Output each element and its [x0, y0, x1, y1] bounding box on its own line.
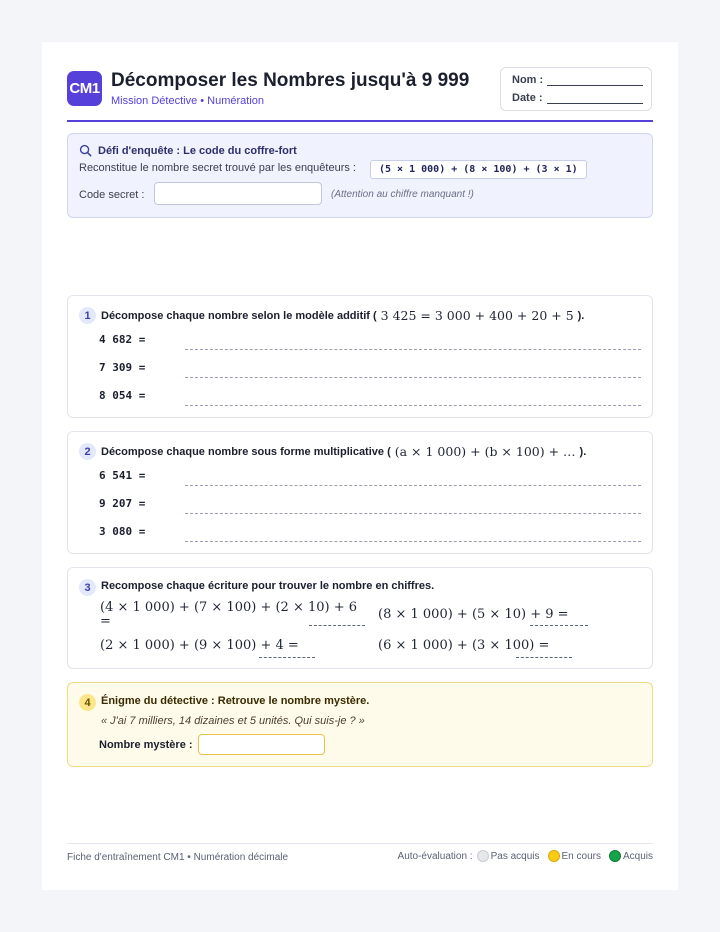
exercise-1-item-1: 4 682 = — [99, 333, 146, 346]
self-evaluation — [398, 850, 653, 862]
exercise-2-answer-line-1[interactable] — [185, 485, 641, 486]
exercise-1-card — [67, 295, 653, 418]
exercise-2-card — [67, 431, 653, 554]
exercise-2-text: Décompose chaque nombre sous forme multiplicative ( — [101, 445, 391, 458]
exercise-4-title: Énigme du détective : Retrouve le nombre mystère. — [101, 695, 370, 707]
exercise-3-answer-1[interactable] — [309, 625, 365, 626]
level-acquired: Acquis — [622, 850, 653, 862]
exercise-3-expression-4: (6 × 1 000) + (3 × 100) = — [378, 638, 550, 653]
date-row — [512, 92, 643, 104]
exercise-1-number: 1 — [79, 307, 96, 324]
exercise-1-close: ). — [577, 309, 585, 322]
student-id-box — [500, 67, 652, 111]
exercise-1-answer-line-2[interactable] — [185, 377, 641, 378]
exercise-3-expression-2: (8 × 1 000) + (5 × 10) + 9 = — [378, 607, 569, 622]
name-write-line[interactable] — [547, 75, 643, 86]
name-label: Nom : — [512, 74, 544, 86]
exercise-2-close: ). — [579, 445, 587, 458]
exercise-3-expression-1: (4 × 1 000) + (7 × 100) + (2 × 10) + 6 — [100, 600, 358, 615]
mystery-number-label: Nombre mystère : — [99, 739, 193, 751]
exercise-2-answer-line-2[interactable] — [185, 513, 641, 514]
level-not-acquired: Pas acquis — [490, 850, 540, 862]
exercise-2-number: 2 — [79, 443, 96, 460]
exercise-3-expression-3: (2 × 1 000) + (9 × 100) + 4 = — [100, 638, 299, 653]
self-eval-label: Auto-évaluation : — [397, 850, 473, 862]
exercise-3-expression-1-equals: = — [100, 614, 111, 629]
exercise-2-item-1: 6 541 = — [99, 469, 146, 482]
challenge-expression: (5 × 1 000) + (8 × 100) + (3 × 1) — [370, 160, 587, 179]
exercise-4-riddle-card — [67, 682, 653, 767]
acquired-circle-icon[interactable] — [609, 850, 621, 862]
magnifier-icon — [79, 144, 92, 157]
grade-logo: CM1 — [67, 71, 102, 106]
exercise-3-number: 3 — [79, 579, 96, 596]
page-subtitle: Mission Détective • Numération — [111, 95, 265, 107]
date-write-line[interactable] — [547, 93, 643, 104]
footer-divider — [67, 843, 653, 844]
secret-code-label: Code secret : — [79, 189, 145, 201]
exercise-1-answer-line-1[interactable] — [185, 349, 641, 350]
level-in-progress: En cours — [561, 850, 601, 862]
exercise-1-answer-line-3[interactable] — [185, 405, 641, 406]
exercise-3-card — [67, 567, 653, 669]
exercise-1-item-3: 8 054 = — [99, 389, 146, 402]
riddle-quote: « J'ai 7 milliers, 14 dizaines et 5 unités. Qui suis-je ? » — [101, 715, 365, 727]
exercise-3-answer-2[interactable] — [530, 625, 588, 626]
challenge-title-text: Défi d'enquête : Le code du coffre-fort — [98, 144, 297, 157]
exercise-2-answer-line-3[interactable] — [185, 541, 641, 542]
name-row — [512, 74, 643, 86]
challenge-hint: (Attention au chiffre manquant !) — [331, 189, 474, 200]
date-label: Date : — [512, 92, 543, 104]
mystery-number-input[interactable] — [198, 734, 325, 755]
exercise-1-item-2: 7 309 = — [99, 361, 146, 374]
exercise-2-model: (a × 1 000) + (b × 100) + … — [394, 444, 576, 459]
challenge-title — [79, 144, 297, 157]
header-divider — [67, 120, 653, 122]
exercise-3-instruction: Recompose chaque écriture pour trouver le nombre en chiffres. — [101, 580, 435, 592]
challenge-box — [67, 133, 653, 218]
exercise-3-answer-3[interactable] — [259, 657, 315, 658]
exercise-4-number: 4 — [79, 694, 96, 711]
worksheet-page — [42, 42, 678, 890]
not-acquired-circle-icon[interactable] — [477, 850, 489, 862]
footer-caption: Fiche d'entraînement CM1 • Numération décimale — [67, 852, 289, 863]
exercise-1-model: 3 425 = 3 000 + 400 + 20 + 5 — [380, 308, 574, 323]
exercise-2-instruction — [101, 444, 586, 459]
exercise-1-instruction — [101, 308, 584, 323]
in-progress-circle-icon[interactable] — [548, 850, 560, 862]
exercise-2-item-2: 9 207 = — [99, 497, 146, 510]
page-title: Décomposer les Nombres jusqu'à 9 999 — [111, 70, 470, 91]
exercise-1-text: Décompose chaque nombre selon le modèle additif ( — [101, 309, 377, 322]
exercise-3-answer-4[interactable] — [516, 657, 572, 658]
challenge-instruction: Reconstitue le nombre secret trouvé par les enquêteurs : — [79, 162, 356, 174]
exercise-2-item-3: 3 080 = — [99, 525, 146, 538]
secret-code-input[interactable] — [154, 182, 322, 205]
